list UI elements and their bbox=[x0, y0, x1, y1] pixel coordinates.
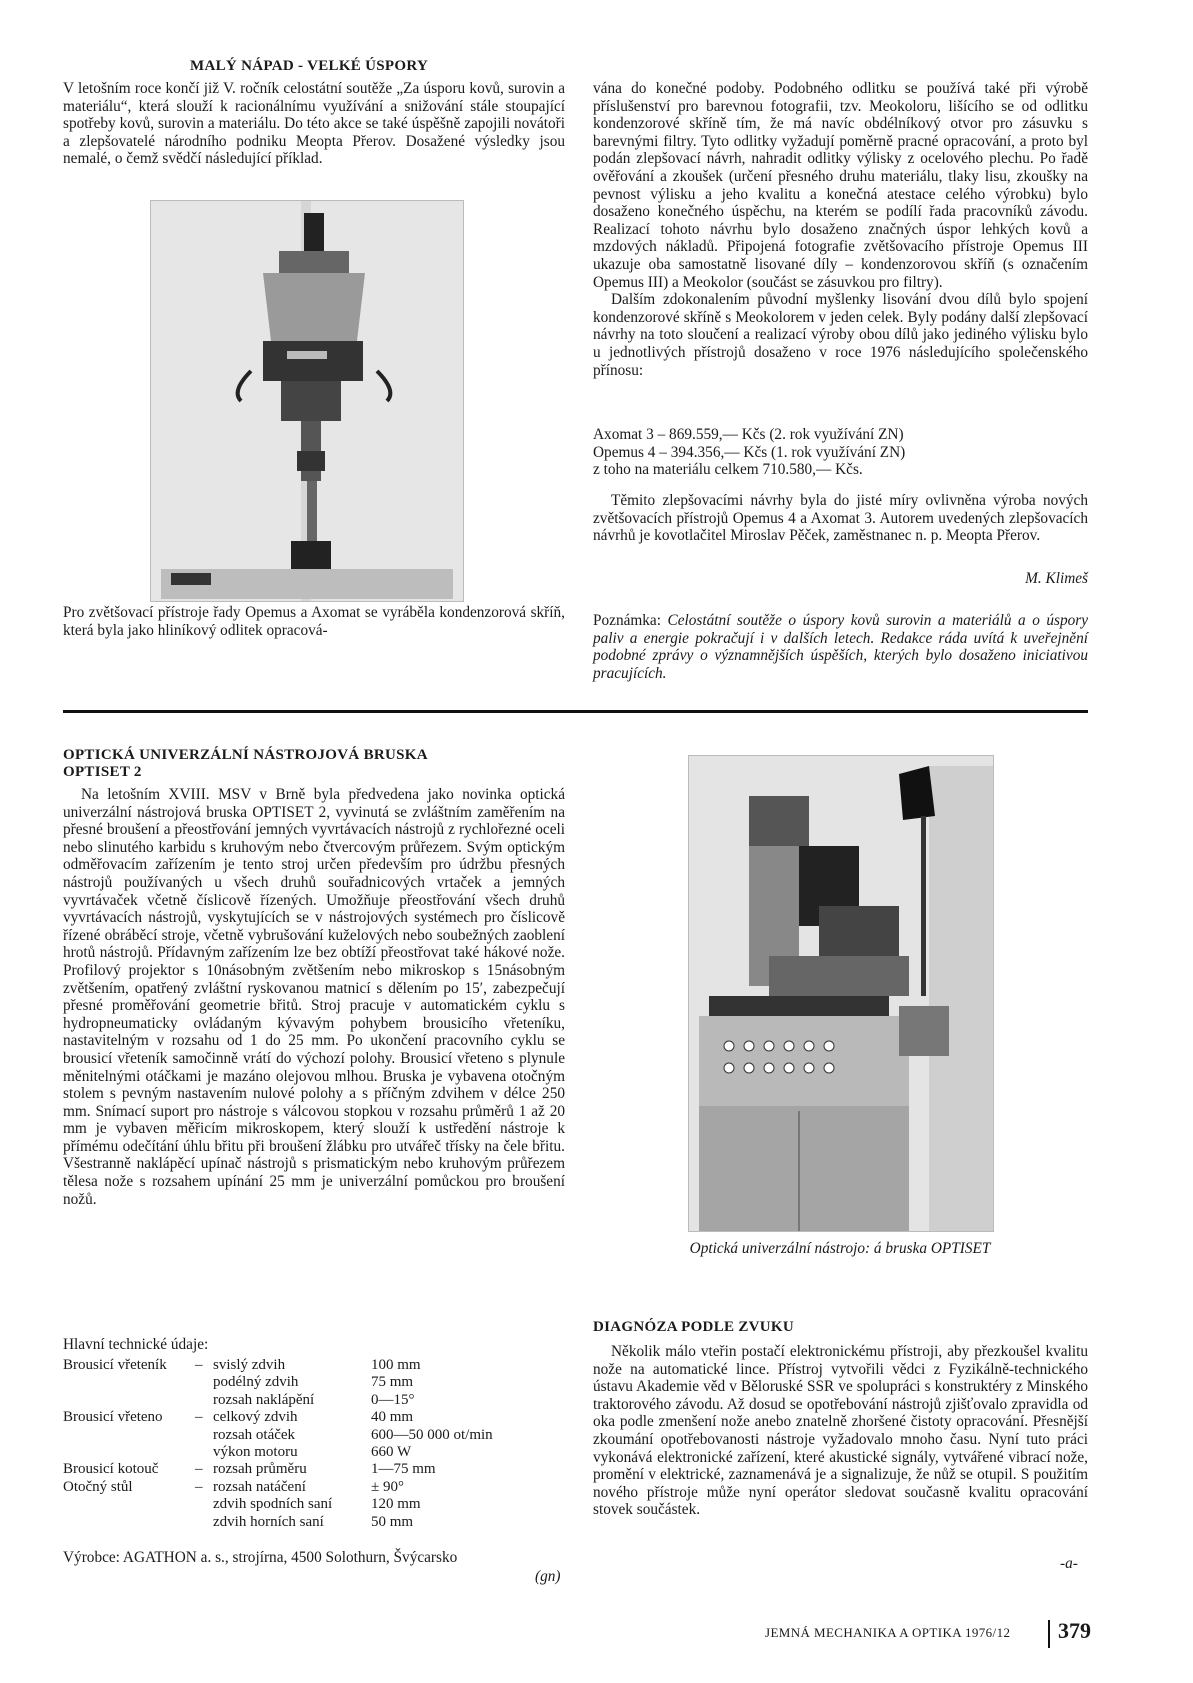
spec-value: 600—50 000 ot/min bbox=[371, 1426, 493, 1443]
spec-dash bbox=[195, 1374, 213, 1391]
spec-group: Brousicí kotouč bbox=[63, 1461, 159, 1478]
savings-axomat: Axomat 3 – 869.559,— Kčs (2. rok využívání ZN) bbox=[593, 426, 904, 443]
spec-value: 0—15° bbox=[371, 1391, 415, 1408]
article3-body: Několik málo vteřin postačí elektronickému přístroji, aby přezkoušel kvalitu nože na automatické lince. Přístroj vytvořili vědci z Fyzikálně-technického ústavu Akademie věd v Běloruské SSR ve spolupráci s konstruktéry z Minského traktorového závodu. Až dosud se opotřebování nástrojů zjišťovalo zpravidla od oka podle zmenšení nože anebo znatelně zhoršené čistoty opracování. Přesnější zkoumání opotřebovanosti nástroje vyžadovalo mnoho času. Nyní tuto práci vykonává elektronické zařízení, které akustické signály, vytvářené vibrací nože, promění v elektrické, zaznamenává je a signalizuje, že nůž se otupil. S použitím nového přístroje může nyní operátor sledovat současně kvalitu opracování stovek součástek. bbox=[593, 1343, 1088, 1519]
spec-param: zdvih spodních saní bbox=[213, 1496, 333, 1513]
spec-dash: – bbox=[195, 1409, 203, 1426]
spec-param: podélný zdvih bbox=[213, 1374, 299, 1391]
spec-dash bbox=[195, 1427, 213, 1444]
specs-heading: Hlavní technické údaje: bbox=[63, 1336, 209, 1353]
spec-param: rozsah naklápění bbox=[213, 1391, 315, 1408]
spec-group: Brousicí vřeteník bbox=[63, 1357, 167, 1373]
footer-divider bbox=[1048, 1620, 1050, 1648]
spec-row bbox=[63, 1392, 521, 1409]
spec-value: ± 90° bbox=[371, 1478, 404, 1495]
article2-sign: (gn) bbox=[535, 1568, 561, 1585]
spec-value: 660 W bbox=[371, 1444, 412, 1461]
spec-value: 75 mm bbox=[371, 1374, 414, 1391]
spec-param: výkon motoru bbox=[213, 1444, 298, 1461]
savings-material-total: z toho na materiálu celkem 710.580,— Kčs. bbox=[593, 461, 863, 479]
article2-title: OPTICKÁ UNIVERZÁLNÍ NÁSTROJOVÁ BRUSKA OPTISET 2 bbox=[63, 747, 428, 780]
spec-row bbox=[63, 1374, 521, 1391]
spec-param: rozsah průměru bbox=[213, 1461, 307, 1478]
spec-dash bbox=[195, 1496, 213, 1513]
section-divider bbox=[63, 710, 1088, 713]
spec-param: svislý zdvih bbox=[213, 1357, 286, 1373]
spec-value: 120 mm bbox=[371, 1496, 421, 1513]
spec-param: zdvih horních saní bbox=[213, 1513, 324, 1530]
spec-group: Brousicí vřeteno bbox=[63, 1409, 163, 1426]
article1-title: MALÝ NÁPAD - VELKÉ ÚSPORY bbox=[190, 58, 429, 74]
spec-value: 1—75 mm bbox=[371, 1461, 436, 1478]
enlarger-photo bbox=[150, 200, 464, 602]
grinder-photo-caption: Optická univerzální nástrojo: á bruska OPTISET bbox=[689, 1240, 991, 1257]
spec-dash bbox=[195, 1444, 213, 1461]
spec-param: rozsah natáčení bbox=[213, 1478, 306, 1495]
article1-author: M. Klimeš bbox=[1025, 570, 1088, 587]
spec-group bbox=[63, 1496, 195, 1513]
savings-opemus: Opemus 4 – 394.356,— Kčs (1. rok využívání ZN) bbox=[593, 443, 906, 461]
spec-group bbox=[63, 1514, 195, 1531]
article1-conclusion: Těmito zlepšovacími návrhy byla do jisté míry ovlivněna výroba nových zvětšovacích přístrojů Opemus 4 a Axomat 3. Autorem uvedených zlepšovacích návrhů je kovotlačitel Miroslav Pěček, zaměstnanec n. p. Meopta Přerov. bbox=[593, 492, 1088, 545]
enlarger-illustration bbox=[151, 201, 463, 601]
spec-dash: – bbox=[195, 1461, 203, 1478]
spec-group bbox=[63, 1427, 195, 1444]
spec-group bbox=[63, 1374, 195, 1391]
spec-row bbox=[63, 1496, 521, 1513]
spec-row bbox=[63, 1409, 521, 1426]
spec-param: rozsah otáček bbox=[213, 1426, 296, 1443]
article1-intro: V letošním roce končí již V. ročník celostátní soutěže „Za úsporu kovů, surovin a materiálu“, která slouží k racionálnímu využívání a snižování stále stoupající spotřeby kovů, surovin a materiálu. Do této akce se také úspěšně zapojili novátoři a zlepšovatelé národního podniku Meopta Přerov. Dosažené výsledky jsou nemalé, o čemž svědčí následující příklad. bbox=[63, 80, 565, 168]
spec-dash: – bbox=[195, 1357, 203, 1373]
article3-sign: -a- bbox=[1060, 1555, 1078, 1572]
grinder-illustration bbox=[689, 756, 993, 1231]
spec-dash bbox=[195, 1514, 213, 1531]
spec-row bbox=[63, 1514, 521, 1531]
spec-row bbox=[63, 1461, 521, 1478]
spec-dash bbox=[195, 1392, 213, 1409]
grinder-photo bbox=[688, 755, 994, 1232]
spec-value: 100 mm bbox=[371, 1357, 421, 1373]
note-text: Celostátní soutěže o úspory kovů surovin a materiálů a o úspory paliv a energie pokračují i v dalších letech. Redakce ráda uvítá k uveřejnění podobné zprávy o významnějších úspěších, kterých bylo dosaženo iniciativou pracujících. bbox=[593, 612, 1088, 682]
article3-title: DIAGNÓZA PODLE ZVUKU bbox=[593, 1319, 795, 1335]
journal-title: JEMNÁ MECHANIKA A OPTIKA 1976/12 bbox=[765, 1625, 1011, 1640]
spec-row bbox=[63, 1444, 521, 1461]
spec-dash: – bbox=[195, 1478, 203, 1495]
article2-body: Na letošním XVIII. MSV v Brně byla předvedena jako novinka optická univerzální nástrojová bruska OPTISET 2, vyvinutá se zvláštním zaměřením na přesné broušení a přeostřování jemných vyvrtávacích nástrojů z rychlořezné oceli nebo slinutého karbidu s kruhovým nebo čtvercovým průřezem. Svým optickým odměřovacím zařízením je tento stroj určen především pro údržbu přesných nástrojů používaných u všech druhů souřadnicových vrtaček a jemných vyvrtávaček včetně číslicově řízených. Umožňuje přeostřování všech druhů vyvrtávacích nástrojů, vyskytujících se v nástrojových systémech pro číslicově řízené obráběcí stroje, včetně vybrušování kuželových nebo soubežných zaoblení hrotů nástrojů. Přídavným zařízením lze bez obtíží přeostřovat také hákové nože. Profilový projektor s 10násobným zvětšením nebo mikroskop s 15násobným zvětšením, opatřený zvláštní ryskovanou matnicí s dělením po 15′, zabezpečují přesné proměřování geometrie břitů. Stroj pracuje v automatickém cyklu s hydropneumaticky ovládaným kývavým pohybem brousicího vřeteníku, nastavitelným v rozsahu od 1 do 25 mm. Po ukončení pracovního cyklu se brousicí vřeteník samočinně vrátí do výchozí polohy. Brousicí vřeteno s plynule měnitelnými otáčkami je mazáno olejovou mlhou. Bruska je vybavena otočným stolem s pevným nastavením nulové polohy a s příčným zdvihem v délce 250 mm. Snímací suport pro nástroje s válcovou stopkou v rozsahu průměrů 1 až 20 mm je vybaven měřicím mikroskopem, který slouží k ustředění nástroje k přímému odečítání úhlu břitu při broušení žlábku pro utvářeč třísky na čele břitu. Všestranně naklápěcí upínač nástrojů s prismatickým nebo kruhovým průřezem tělesa nože s rozsahem upínání 25 mm je univerzální pomůckou pro broušení nožů. bbox=[63, 786, 565, 1208]
spec-group bbox=[63, 1444, 195, 1461]
spec-group: Otočný stůl bbox=[63, 1478, 133, 1495]
spec-row bbox=[63, 1479, 521, 1496]
savings-figures bbox=[593, 426, 1088, 479]
manufacturer: Výrobce: AGATHON a. s., strojírna, 4500 Solothurn, Švýcarsko bbox=[63, 1549, 458, 1566]
article1-photo-caption: Pro zvětšovací přístroje řady Opemus a Axomat se vyráběla kondenzorová skříň, která byla jako hliníkový odlitek opracová- bbox=[63, 604, 565, 639]
spec-group bbox=[63, 1392, 195, 1409]
spec-row bbox=[63, 1357, 521, 1374]
article1-note bbox=[593, 612, 1088, 682]
spec-value: 40 mm bbox=[371, 1409, 414, 1426]
note-label: Poznámka: bbox=[593, 612, 661, 629]
spec-param: celkový zdvih bbox=[213, 1409, 298, 1426]
specs-table bbox=[63, 1357, 521, 1531]
page-number: 379 bbox=[1058, 1618, 1091, 1643]
article1-right-column: vána do konečné podoby. Podobného odlitku se používá také při výrobě příslušenství pro barevnou fotografii, tzv. Meokoloru, lišícího se od odlitku kondenzorové skříně tím, že má navíc obdélníkový otvor pro zásuvku s barevnými filtry. Tyto odlitky vyžadují poměrně pracné opracování, a proto byl podán zlepšovací návrh, nahradit odlitky výlisky z ocelového plechu. Po řadě ověřování a zkoušek (určení přesného druhu materiálu, tlaky lisu, zkoušky na pevnost výlisku a jeho kvalitu a konečná atestace celého výrobku) bylo dosaženo konečného úspěchu, na kterém se podílí řada pracovníků závodu. Realizací tohoto návrhu bylo dosaženo značných úspor lehkých kovů a mzdových nákladů. Připojená fotografie zvětšovacího přístroje Opemus III ukazuje oba samostatně lisované díly – kondenzorovou skříň (s označením Opemus III) a Meokolor (součást se zásuvkou pro filtry). Dalším zdokonalením původní myšlenky lisování dvou dílů bylo spojení kondenzorové skříně s Meokolorem v jeden celek. Byly podány další zlepšovací návrhy na toto sloučení a realizací výroby obou dílů jako jediného výlisku bylo u jednotlivých přístrojů dosaženo v roce 1976 následujícího společenského přínosu: bbox=[593, 80, 1088, 379]
spec-value: 50 mm bbox=[371, 1513, 414, 1530]
spec-row bbox=[63, 1427, 521, 1444]
